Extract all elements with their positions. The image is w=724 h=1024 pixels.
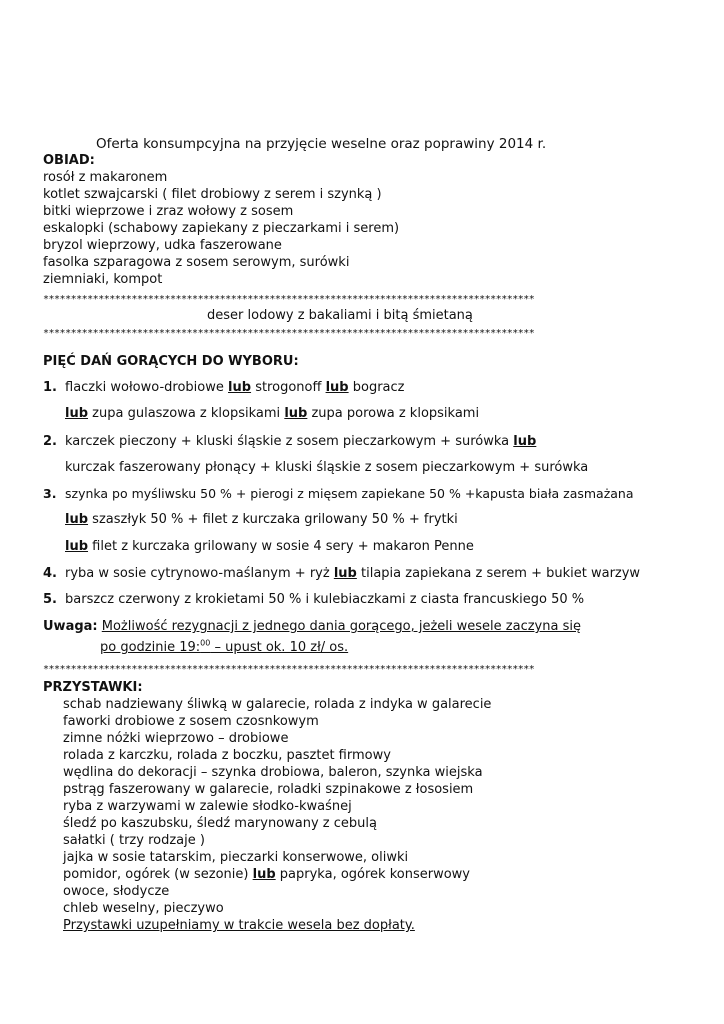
note-time-minutes: 00 (200, 639, 211, 648)
dish-text: filet z kurczaka grilowany w sosie 4 sery + makaron Penne (92, 539, 474, 554)
item-number: 4. (43, 566, 57, 581)
hot-dishes-heading: PIĘĆ DAŃ GORĄCYCH DO WYBORU: (43, 354, 299, 369)
hot-dish-2 (43, 433, 536, 450)
dish-text: kurczak faszerowany płonący + kluski śląskie z sosem pieczarkowym + surówka (65, 460, 589, 475)
hot-dish-3 (43, 485, 634, 502)
item-number: 3. (43, 486, 57, 501)
hot-dish-4 (43, 565, 640, 582)
starter-text: papryka, ogórek konserwowy (279, 867, 470, 882)
hot-dish-5 (43, 591, 584, 608)
or-label: lub (284, 406, 308, 421)
note-time: po godzinie 19: (100, 640, 201, 656)
obiad-item: bitki wieprzowe i zraz wołowy z sosem (43, 204, 294, 219)
starter-item: śledź po kaszubsku, śledź marynowany z cebulą (63, 816, 377, 831)
starter-item: faworki drobiowe z sosem czosnkowym (63, 714, 319, 729)
starters-note-text: Przystawki uzupełniamy w trakcie wesela bez dopłaty. (63, 918, 415, 933)
obiad-heading: OBIAD: (43, 153, 95, 168)
dish-text: szynka po myśliwsku 50 % + pierogi z mięsem zapiekane 50 % +kapusta biała zasmażana (65, 486, 634, 501)
or-label: lub (325, 380, 349, 395)
dish-text: tilapia zapiekana z serem + bukiet warzyw (361, 566, 641, 581)
note-line-1 (43, 618, 581, 635)
note-label: Uwaga: (43, 619, 98, 634)
starter-item: ryba z warzywami w zalewie słodko-kwaśnej (63, 799, 352, 814)
dish-text: flaczki wołowo-drobiowe (65, 380, 224, 395)
or-label: lub (65, 512, 89, 527)
or-label: lub (228, 380, 252, 395)
starter-item: wędlina do dekoracji – szynka drobiowa, baleron, szynka wiejska (63, 765, 483, 780)
separator: ***************************************************************************************** (43, 328, 535, 339)
separator: ***************************************************************************************** (43, 294, 535, 305)
note-discount: – upust ok. 10 zł/ os. (210, 640, 349, 656)
starter-item: jajka w sosie tatarskim, pieczarki konserwowe, oliwki (63, 850, 409, 865)
dish-text: ryba w sosie cytrynowo-maślanym + ryż (65, 566, 330, 581)
hot-dish-3-alt2 (65, 538, 474, 555)
starter-text: pomidor, ogórek (w sezonie) (63, 867, 249, 882)
dish-text: szaszłyk 50 % + filet z kurczaka grilowany 50 % + frytki (92, 512, 458, 527)
or-label: lub (333, 566, 357, 581)
starters-heading: PRZYSTAWKI: (43, 680, 143, 695)
starter-item: owoce, słodycze (63, 884, 170, 899)
starter-item: sałatki ( trzy rodzaje ) (63, 833, 205, 848)
or-label: lub (513, 434, 537, 449)
or-label: lub (65, 539, 89, 554)
obiad-item: ziemniaki, kompot (43, 272, 163, 287)
dish-text: zupa gulaszowa z klopsikami (92, 406, 281, 421)
starter-item: zimne nóżki wieprzowo – drobiowe (63, 731, 289, 746)
hot-dish-1 (43, 379, 405, 396)
obiad-item: fasolka szparagowa z sosem serowym, surówki (43, 255, 350, 270)
note-line-2 (100, 635, 348, 656)
dish-text: barszcz czerwony z krokietami 50 % i kulebiaczkami z ciasta francuskiego 50 % (65, 592, 585, 607)
item-number: 1. (43, 380, 57, 395)
or-label: lub (65, 406, 89, 421)
separator: ***************************************************************************************** (43, 664, 535, 675)
or-label: lub (252, 867, 276, 882)
hot-dish-3-alt (65, 511, 458, 528)
obiad-item: rosół z makaronem (43, 170, 168, 185)
starter-item: schab nadziewany śliwką w galarecie, rolada z indyka w galarecie (63, 697, 492, 712)
hot-dish-1-alt (65, 405, 479, 422)
obiad-item: eskalopki (schabowy zapiekany z pieczarkami i serem) (43, 221, 400, 236)
dish-text: bogracz (352, 380, 405, 395)
starters-note (63, 917, 415, 934)
dish-text: strogonoff (255, 380, 322, 395)
dish-text: zupa porowa z klopsikami (311, 406, 480, 421)
starter-item: rolada z karczku, rolada z boczku, pasztet firmowy (63, 748, 391, 763)
dessert-line: deser lodowy z bakaliami i bitą śmietaną (207, 308, 473, 323)
starter-item: chleb weselny, pieczywo (63, 901, 224, 916)
starter-item: pstrąg faszerowany w galarecie, roladki szpinakowe z łososiem (63, 782, 474, 797)
note-text: Możliwość rezygnacji z jednego dania gorącego, jeżeli wesele zaczyna się (101, 619, 581, 634)
obiad-item: bryzol wieprzowy, udka faszerowane (43, 238, 282, 253)
item-number: 5. (43, 592, 57, 607)
item-number: 2. (43, 434, 57, 449)
starter-item (63, 866, 470, 883)
hot-dish-2-alt (65, 459, 588, 476)
document-title: Oferta konsumpcyjna na przyjęcie weselne oraz poprawiny 2014 r. (96, 136, 547, 152)
dish-text: karczek pieczony + kluski śląskie z sosem pieczarkowym + surówka (65, 434, 510, 449)
obiad-item: kotlet szwajcarski ( filet drobiowy z serem i szynką ) (43, 187, 382, 202)
